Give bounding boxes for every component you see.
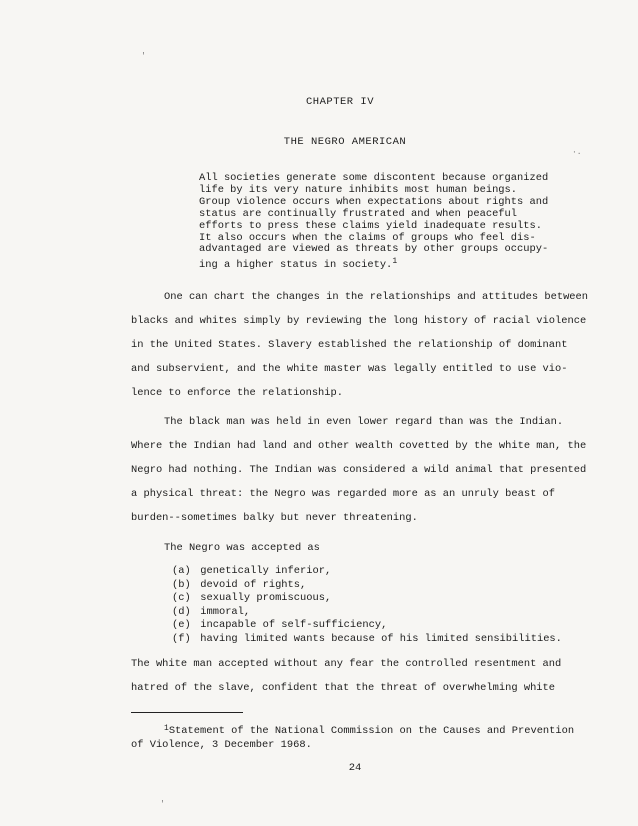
paragraph-line: The black man was held in even lower regard than was the Indian. [164, 416, 564, 428]
list-item [172, 579, 622, 593]
footnote [131, 722, 611, 752]
list-item [172, 565, 622, 579]
scan-speck-icon: ' [160, 800, 165, 809]
footnote-mark: 1 [164, 724, 169, 733]
paragraph-line: Where the Indian had land and other wealth covetted by the white man, the [131, 440, 587, 452]
scan-speck-icon: ' [141, 52, 146, 61]
paragraph-1 [131, 285, 611, 405]
scan-speck-icon: ·. [572, 148, 582, 157]
paragraph-3 [131, 652, 611, 700]
paragraph-line: hatred of the slave, confident that the threat of overwhelming white [131, 682, 556, 694]
list-item-text: genetically inferior, [200, 565, 332, 577]
footnote-line [131, 722, 611, 739]
epigraph-line [199, 256, 599, 272]
paragraph-line: The white man accepted without any fear the controlled resentment and [131, 658, 562, 670]
paragraph-line: Negro had nothing. The Indian was considered a wild animal that presented [131, 464, 587, 476]
paragraph-line: in the United States. Slavery established the relationship of dominant [131, 339, 568, 351]
epigraph-line: life by its very nature inhibits most human beings. [199, 183, 518, 196]
footnote-reference[interactable]: 1 [392, 257, 398, 267]
epigraph-line: status are continually frustrated and when peaceful [199, 207, 518, 220]
list-item-text: having limited wants because of his limited sensibilities. [200, 632, 562, 645]
chapter-heading: CHAPTER IV [305, 96, 374, 108]
footnote-line: of Violence, 3 December 1968. [131, 738, 312, 751]
epigraph-line: efforts to press these claims yield inadequate results. [199, 219, 542, 232]
list-item-label: (d) [172, 605, 191, 618]
paragraph-line: lence to enforce the relationship. [131, 387, 344, 399]
paragraph-line: One can chart the changes in the relationships and attitudes between [164, 291, 589, 303]
list-item-label: (c) [172, 592, 191, 604]
paragraph-line: burden--sometimes balky but never threatening. [131, 512, 418, 524]
list-item [172, 633, 622, 647]
footnote-text: Statement of the National Commission on the Causes and Prevention [168, 725, 575, 737]
list-item [172, 606, 622, 620]
paragraph-2 [131, 410, 611, 530]
epigraph-line: It also occurs when the claims of groups who feel dis- [199, 231, 536, 244]
epigraph-line: advantaged are viewed as threats by other groups occupy- [199, 243, 549, 256]
list-item-label: (b) [172, 578, 191, 591]
paragraph-line: a physical threat: the Negro was regarded more as an unruly beast of [131, 488, 556, 500]
list-item [172, 619, 622, 633]
list-item-text: devoid of rights, [200, 578, 307, 591]
list-item-label: (e) [172, 619, 191, 631]
paragraph-line: and subservient, and the white master was legally entitled to use vio- [131, 363, 568, 375]
attribute-list [172, 565, 622, 646]
footnote-divider [131, 712, 243, 713]
page-number: 24 [348, 762, 362, 774]
chapter-title: THE NEGRO AMERICAN [283, 136, 407, 148]
epigraph-quote [199, 173, 599, 272]
paragraph-line: blacks and whites simply by reviewing the long history of racial violence [131, 315, 587, 327]
list-item [172, 592, 622, 606]
list-intro-line: The Negro was accepted as [164, 542, 320, 554]
epigraph-line: All societies generate some discontent because organized [199, 172, 549, 184]
list-item-text: sexually promiscuous, [200, 592, 332, 604]
list-item-text: incapable of self-sufficiency, [200, 619, 388, 631]
list-item-label: (a) [172, 565, 191, 577]
list-intro [131, 536, 611, 560]
list-item-text: immoral, [200, 605, 251, 618]
epigraph-line-text: ing a higher status in society. [199, 259, 393, 272]
epigraph-line: Group violence occurs when expectations about rights and [199, 195, 549, 208]
list-item-label: (f) [172, 632, 191, 645]
